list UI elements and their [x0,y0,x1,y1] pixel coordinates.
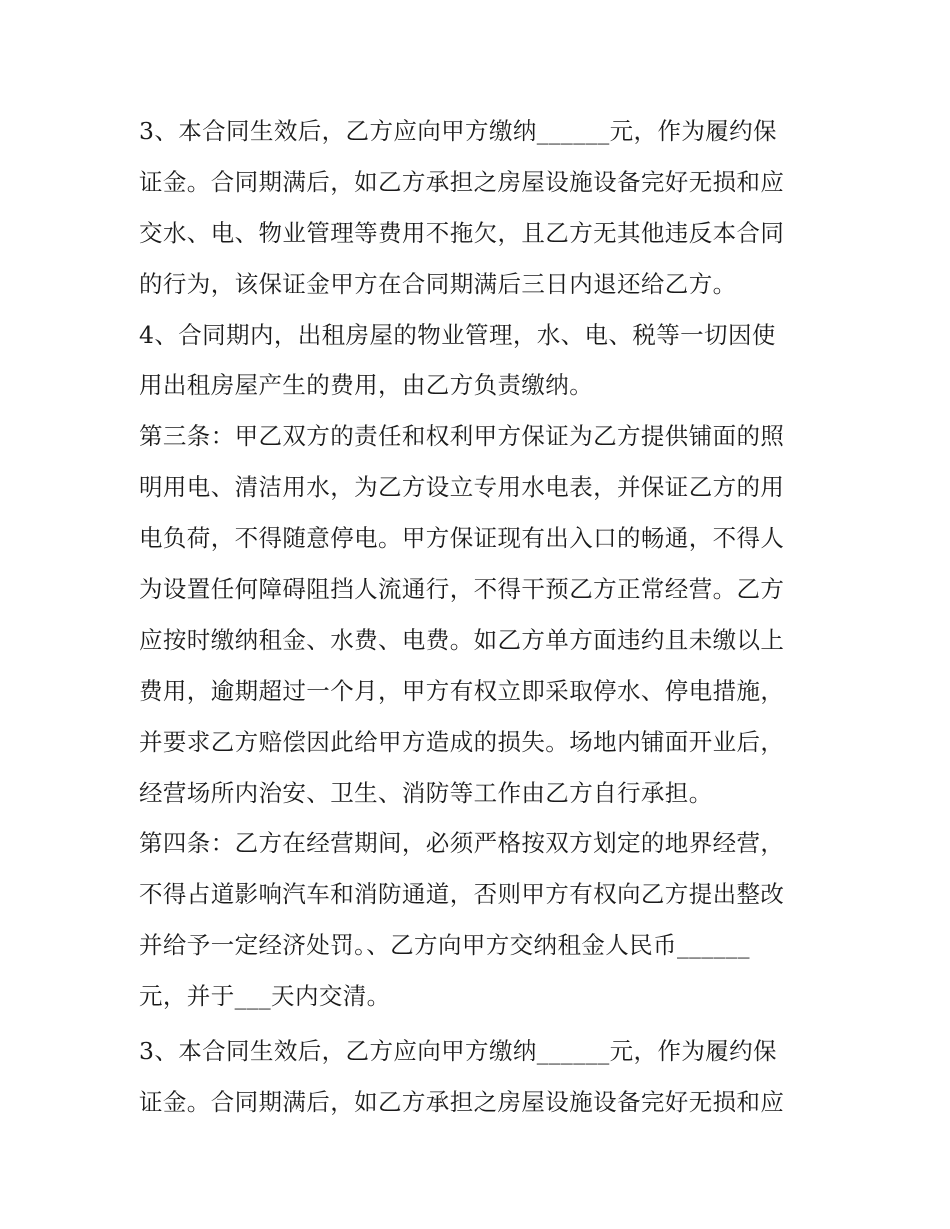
text-line: 交水、电、物业管理等费用不拖欠，且乙方无其他违反本合同 [139,218,785,247]
text-line: 应按时缴纳租金、水费、电费。如乙方单方面违约且未缴以上 [139,625,785,654]
contract-text [139,106,819,1128]
text-line: 3、本合同生效后，乙方应向甲方缴纳______元，作为履约保 [139,117,777,145]
text-line: 证金。合同期满后，如乙方承担之房屋设施设备完好无损和应 [139,167,785,196]
text-line: 4、合同期内，出租房屋的物业管理，水、电、税等一切因使 [139,320,776,349]
text-line: 并要求乙方赔偿因此给甲方造成的损失。场地内铺面开业后， [139,727,785,756]
text-line: 电负荷，不得随意停电。甲方保证现有出入口的畅通，不得人 [139,524,785,553]
text-line: 经营场所内治安、卫生、消防等工作由乙方自行承担。 [139,778,713,807]
text-line: 费用，逾期超过一个月，甲方有权立即采取停水、停电措施， [139,676,785,705]
text-line: 不得占道影响汽车和消防通道，否则甲方有权向乙方提出整改 [139,880,785,909]
text-line: 第三条：甲乙双方的责任和权利甲方保证为乙方提供铺面的照 [139,422,785,451]
text-line: 的行为，该保证金甲方在合同期满后三日内退还给乙方。 [139,269,737,298]
text-line: 明用电、清洁用水，为乙方设立专用水电表，并保证乙方的用 [139,473,785,502]
text-line: 3、本合同生效后，乙方应向甲方缴纳______元，作为履约保 [139,1037,777,1066]
text-line: 用出租房屋产生的费用，由乙方负责缴纳。 [139,371,594,400]
text-line: 第四条：乙方在经营期间，必须严格按双方划定的地界经营， [139,829,785,858]
text-line: 为设置任何障碍阻挡人流通行，不得干预乙方正常经营。乙方 [139,575,785,604]
text-line: 元，并于___天内交清。 [139,982,391,1011]
text-line: 并给予一定经济处罚。、乙方向甲方交纳租金人民币______ [139,931,750,960]
text-line: 证金。合同期满后，如乙方承担之房屋设施设备完好无损和应 [139,1087,785,1116]
